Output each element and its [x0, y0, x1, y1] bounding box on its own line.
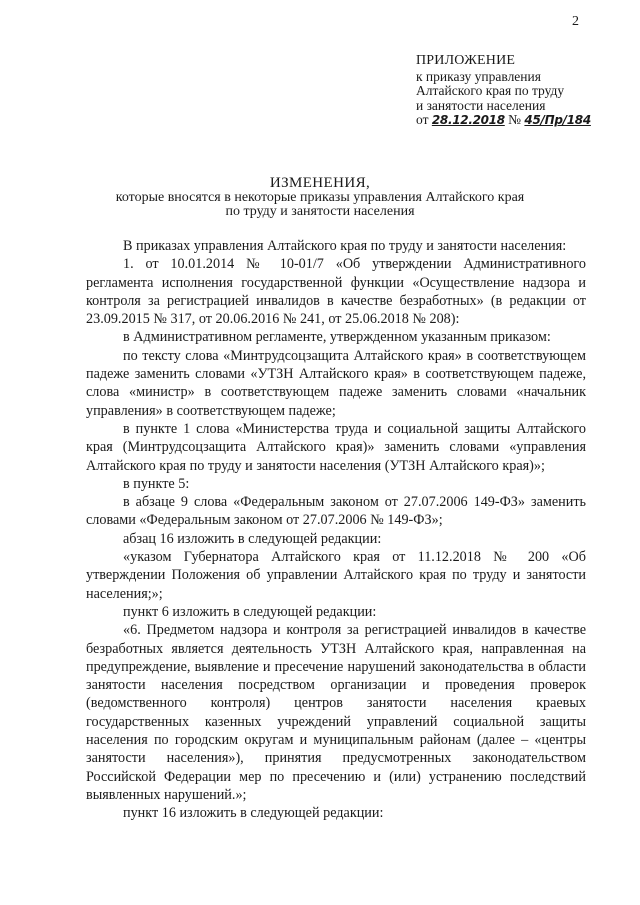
- paragraph: пункт 6 изложить в следующей редакции:: [123, 603, 377, 620]
- appendix-block: [416, 54, 626, 128]
- paragraph: 1. от 10.01.2014 № 10-01/7 «Об утверждении Административного регламента исполнения государственной функции «Осуществление надзора и контроля за регистрацией инвалидов в качестве безработных» (в редакции от 23.09.2015 № 317, от 20.06.2016 № 241, от 25.06.2018 № 208):: [86, 256, 586, 328]
- title-subline: которые вносятся в некоторые приказы управления Алтайского края: [115, 189, 525, 205]
- appendix-line: к приказу управления: [416, 68, 541, 84]
- paragraph: в пункте 1 слова «Министерства труда и социальной защиты Алтайского края (Минтрудсоцзащита Алтайского края)» заменить словами «управления Алтайского края по труду и занятости населения (УТЗН Алтайского края)»;: [86, 420, 586, 474]
- paragraph: в Административном регламенте, утвержденном указанным приказом:: [123, 329, 551, 346]
- number-prefix: №: [508, 112, 522, 127]
- handwritten-date: 28.12.2018: [431, 113, 505, 127]
- appendix-line: и занятости населения: [416, 97, 546, 113]
- appendix-date-line: [416, 113, 626, 128]
- paragraph: В приказах управления Алтайского края по труду и занятости населения:: [123, 238, 567, 254]
- appendix-line: Алтайского края по труду: [416, 83, 565, 98]
- paragraph: в пункте 5:: [123, 475, 190, 492]
- date-prefix: от: [416, 112, 429, 127]
- paragraph: абзац 16 изложить в следующей редакции:: [123, 530, 382, 547]
- paragraph: по тексту слова «Минтрудсоцзащита Алтайского края» в соответствующем падеже заменить словами «УТЗН Алтайского края» в соответствующем падеже, слова «министр» в соответствующем падеже заменить словами «начальник управления» в соответствующем падеже;: [86, 347, 586, 419]
- page-number: 2: [572, 14, 579, 29]
- title-subline: по труду и занятости населения: [225, 204, 415, 219]
- paragraph: «указом Губернатора Алтайского края от 11.12.2018 № 200 «Об утверждении Положения об управлении Алтайского края по труду и занятости населения;»;: [86, 549, 586, 602]
- paragraph: «6. Предметом надзора и контроля за регистрацией инвалидов в качестве безработных является деятельность УТЗН Алтайского края, направленная на предупреждение, выявление и пресечение нарушений законодательства в области занятости населения посредством организации и проведения проверок (ведомственного контроля) центров занятости населения краевых государственных казенных учреждений управлений социальной защиты населения по городским округам и муниципальным районам (далее – «центры занятости населения»), принятия предусмотренных законодательством Российской Федерации мер по пресечению и (или) устранению последствий выявленных нарушений.»;: [86, 622, 586, 803]
- document-body: [86, 237, 586, 823]
- document-title: [0, 176, 640, 220]
- paragraph: пункт 16 изложить в следующей редакции:: [123, 805, 384, 822]
- appendix-title: ПРИЛОЖЕНИЕ: [416, 53, 516, 68]
- title-heading: ИЗМЕНЕНИЯ,: [269, 175, 371, 191]
- handwritten-number: 45/Пр/184: [524, 113, 591, 127]
- paragraph: в абзаце 9 слова «Федеральным законом от 27.07.2006 149-ФЗ» заменить словами «Федеральным законом от 27.07.2006 № 149-ФЗ»;: [86, 494, 586, 529]
